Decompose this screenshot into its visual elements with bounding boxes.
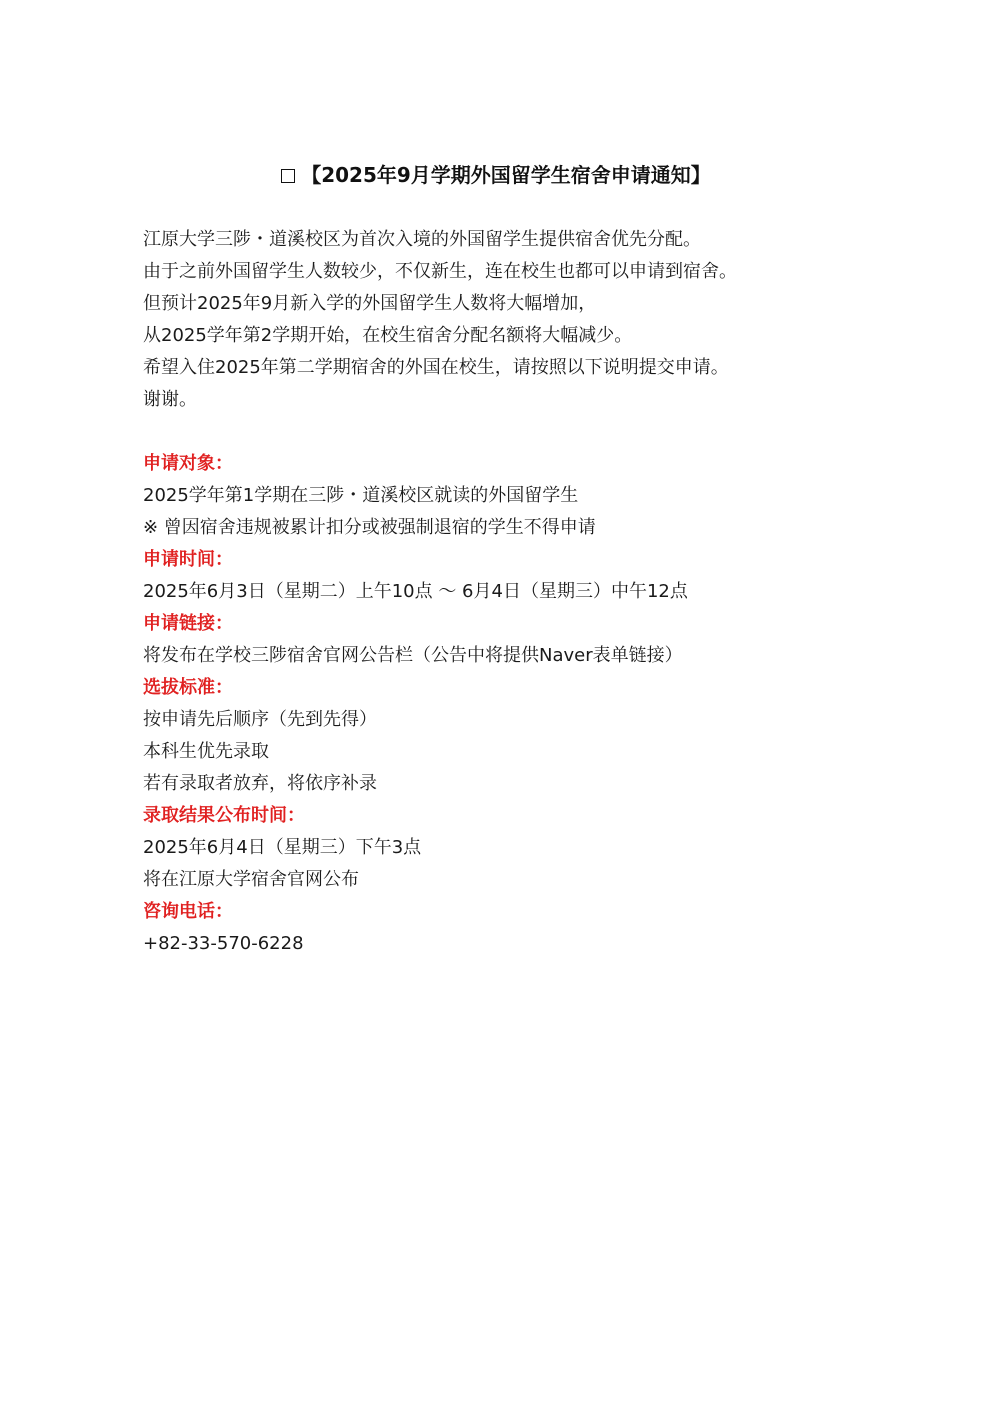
section-line: ※ 曾因宿舍违规被累计扣分或被强制退宿的学生不得申请	[143, 517, 596, 538]
section-line: 将发布在学校三陟宿舍官网公告栏（公告中将提供Naver表单链接）	[143, 645, 683, 666]
paragraph-spacer	[143, 416, 943, 448]
section-heading-contact: 咨询电话：	[143, 901, 233, 922]
contact-phone: +82-33-570-6228	[143, 933, 304, 954]
intro-line: 由于之前外国留学生人数较少，不仅新生，连在校生也都可以申请到宿舍。	[143, 261, 737, 282]
section-heading-criteria: 选拔标准：	[143, 677, 233, 698]
section-heading-link: 申请链接：	[143, 613, 233, 634]
intro-line: 从2025学年第2学期开始，在校生宿舍分配名额将大幅减少。	[143, 325, 633, 346]
intro-line: 但预计2025年9月新入学的外国留学生人数将大幅增加，	[143, 293, 597, 314]
section-line: 2025年6月4日（星期三）下午3点	[143, 837, 422, 858]
notice-title	[0, 160, 992, 190]
intro-line: 希望入住2025年第二学期宿舍的外国在校生，请按照以下说明提交申请。	[143, 357, 729, 378]
section-line: 按申请先后顺序（先到先得）	[143, 709, 377, 730]
checkbox-square-icon	[281, 169, 295, 183]
section-line: 若有录取者放弃，将依序补录	[143, 773, 377, 794]
intro-line: 江原大学三陟・道溪校区为首次入境的外国留学生提供宿舍优先分配。	[143, 229, 701, 250]
section-heading-results: 录取结果公布时间：	[143, 805, 305, 826]
section-line: 本科生优先录取	[143, 741, 269, 762]
section-line: 2025学年第1学期在三陟・道溪校区就读的外国留学生	[143, 485, 579, 506]
section-heading-period: 申请时间：	[143, 549, 233, 570]
intro-line: 谢谢。	[143, 389, 197, 410]
section-line: 2025年6月3日（星期二）上午10点 ～ 6月4日（星期三）中午12点	[143, 581, 688, 602]
notice-body	[143, 224, 943, 960]
section-line: 将在江原大学宿舍官网公布	[143, 869, 359, 890]
notice-title-text: 【2025年9月学期外国留学生宿舍申请通知】	[301, 163, 711, 187]
section-heading-eligibility: 申请对象：	[143, 453, 233, 474]
